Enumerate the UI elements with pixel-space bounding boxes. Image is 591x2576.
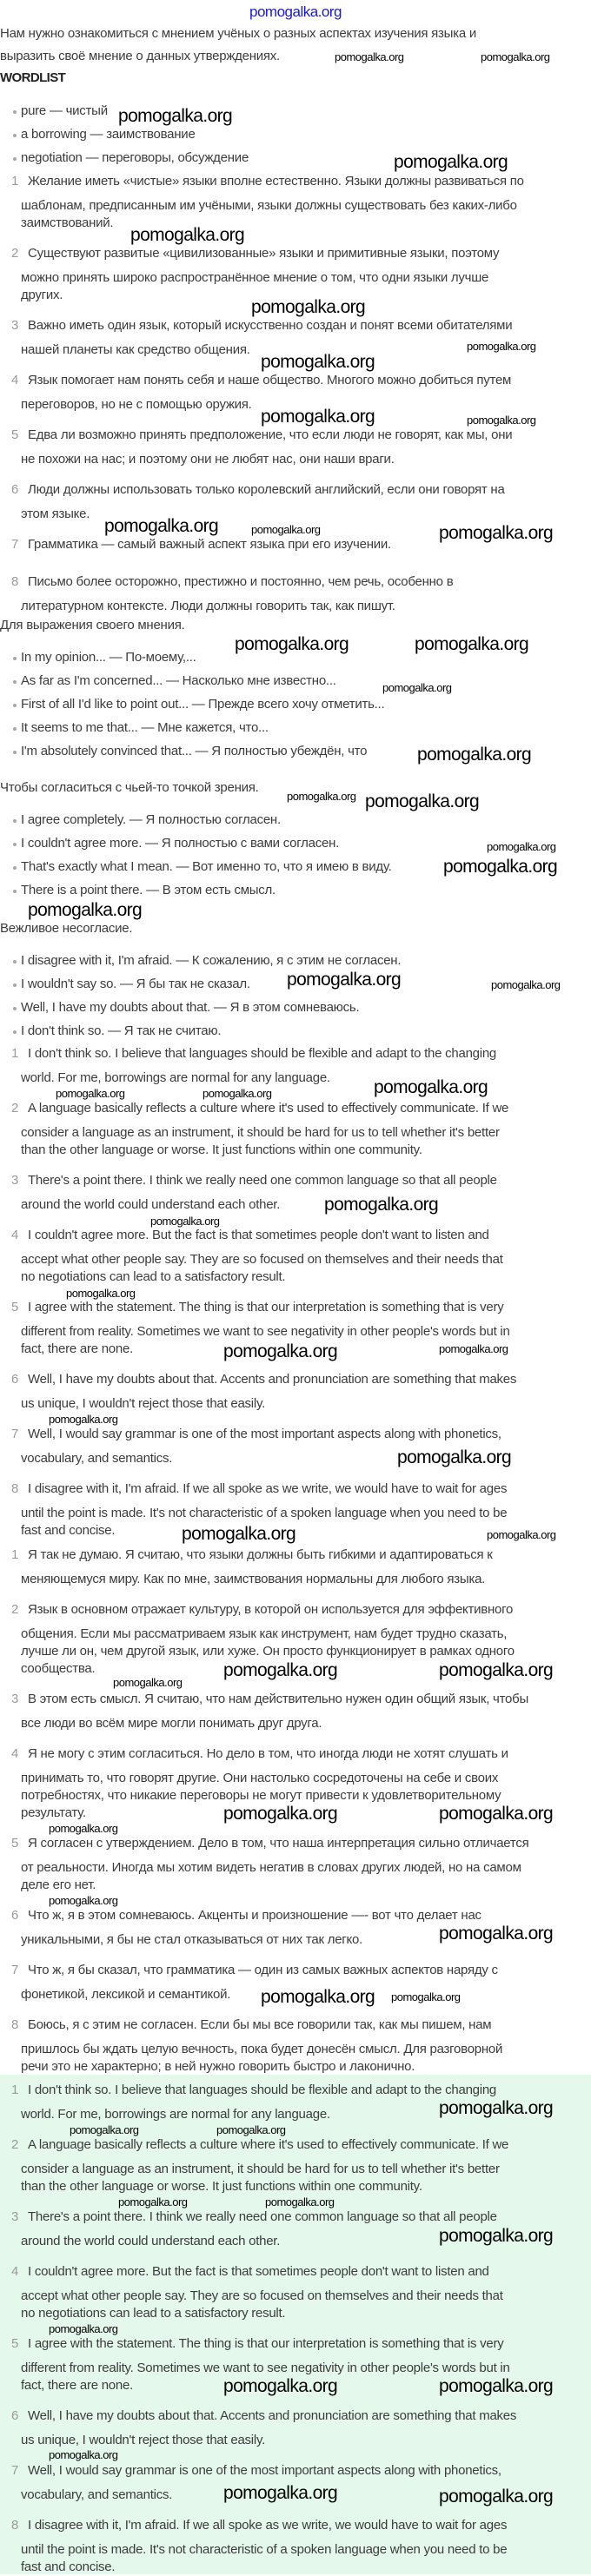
answer-en-line: There's a point there. I think we really need one common language so that all people bbox=[28, 1173, 497, 1188]
watermark-text: pomogalka.org bbox=[182, 1524, 296, 1544]
watermark-text: pomogalka.org bbox=[56, 1087, 125, 1100]
intro-line: выразить своё мнение о данных утверждениях. bbox=[0, 49, 280, 63]
bullet-icon bbox=[13, 866, 17, 870]
highlighted-answer-line: A language basically reflects a culture where it's used to effectively communicate. If we bbox=[28, 2137, 509, 2152]
watermark-text: pomogalka.org bbox=[439, 2226, 554, 2246]
answer-en-line: around the world could understand each other. bbox=[21, 1197, 281, 1212]
watermark-text: pomogalka.org bbox=[223, 1804, 338, 1824]
watermark-text: pomogalka.org bbox=[261, 1987, 375, 2007]
item-number: 4 bbox=[11, 373, 19, 387]
statement-line: Грамматика — самый важный аспект языка при его изучении. bbox=[28, 537, 391, 552]
watermark-text: pomogalka.org bbox=[49, 2322, 118, 2335]
watermark-text: pomogalka.org bbox=[118, 2195, 188, 2208]
item-number: 3 bbox=[11, 1692, 19, 1706]
watermark-text: pomogalka.org bbox=[49, 1822, 118, 1835]
phrase-item: First of all I'd like to point out... — Прежде всего хочу отметить... bbox=[21, 697, 385, 712]
item-number: 7 bbox=[11, 2463, 19, 2478]
watermark-text: pomogalka.org bbox=[324, 1195, 439, 1215]
item-number: 6 bbox=[11, 482, 19, 497]
bullet-icon bbox=[13, 704, 17, 707]
item-number: 8 bbox=[11, 2017, 19, 2032]
watermark-text: pomogalka.org bbox=[374, 1077, 488, 1097]
highlighted-answer-line: world. For me, borrowings are normal for any language. bbox=[21, 2107, 330, 2122]
answer-ru-line: В этом есть смысл. Я считаю, что нам действительно нужен один общий язык, чтобы bbox=[28, 1692, 529, 1706]
item-number: 2 bbox=[11, 1602, 19, 1617]
watermark-text: pomogalka.org bbox=[439, 523, 554, 543]
statement-line: этом языке. bbox=[21, 507, 90, 521]
watermark-text: pomogalka.org bbox=[203, 1087, 272, 1100]
watermark-text: pomogalka.org bbox=[487, 840, 556, 853]
watermark-text: pomogalka.org bbox=[49, 1894, 118, 1907]
item-number: 1 bbox=[11, 1046, 19, 1061]
item-number: 6 bbox=[11, 1372, 19, 1387]
answer-ru-line: сообщества. bbox=[21, 1661, 96, 1676]
bullet-icon bbox=[13, 843, 17, 846]
item-number: 8 bbox=[11, 574, 19, 589]
answer-ru-line: деле его нет. bbox=[21, 1877, 96, 1892]
item-number: 1 bbox=[11, 2083, 19, 2097]
item-number: 5 bbox=[11, 1836, 19, 1851]
answer-en-line: until the point is made. It's not characteristic of a spoken language when you need to be bbox=[21, 1506, 508, 1520]
intro-line: Нам нужно ознакомиться с мнением учёных о разных аспектах изучения языка и bbox=[0, 26, 476, 41]
phrase-item: Well, I have my doubts about that. — Я в этом сомневаюсь. bbox=[21, 1000, 360, 1015]
watermark-text: pomogalka.org bbox=[223, 2483, 338, 2503]
item-number: 8 bbox=[11, 1481, 19, 1496]
phrase-item: I agree completely. — Я полностью согласен. bbox=[21, 812, 281, 827]
phrase-item: I wouldn't say so. — Я бы так не сказал. bbox=[21, 977, 250, 991]
highlighted-answer-line: around the world could understand each other. bbox=[21, 2234, 281, 2248]
watermark-text: pomogalka.org bbox=[261, 352, 375, 372]
watermark-text: pomogalka.org bbox=[28, 900, 143, 920]
statement-line: Существуют развитые «цивилизованные» языки и примитивные языки, поэтому bbox=[28, 246, 500, 261]
bullet-icon bbox=[13, 890, 17, 893]
bullet-icon bbox=[13, 157, 17, 161]
answer-ru-line: Что ж, я в этом сомневаюсь. Акценты и произношение —- вот что делает нас bbox=[28, 1908, 481, 1923]
section-heading: Чтобы согласиться с чьей-то точкой зрения. bbox=[0, 780, 259, 795]
watermark-text: pomogalka.org bbox=[439, 2487, 554, 2506]
item-number: 5 bbox=[11, 1300, 19, 1314]
statement-line: можно принять широко распространённое мнение о том, что одни языки лучше bbox=[21, 270, 489, 285]
item-number: 2 bbox=[11, 1101, 19, 1116]
answer-en-line: fast and concise. bbox=[21, 1523, 116, 1538]
answer-ru-line: Я согласен с утверждением. Дело в том, что наша интерпретация сильно отличается bbox=[28, 1836, 529, 1851]
watermark-text: pomogalka.org bbox=[49, 1413, 118, 1426]
highlighted-answer-line: than the other language or worse. It just functions within one community. bbox=[21, 2179, 422, 2194]
wordlist-item: negotiation — переговоры, обсуждение bbox=[21, 150, 249, 165]
watermark-text: pomogalka.org bbox=[439, 2376, 554, 2396]
watermark-text: pomogalka.org bbox=[130, 225, 245, 245]
item-number: 1 bbox=[11, 1547, 19, 1562]
highlighted-answer-line: no negotiations can lead to a satisfactory result. bbox=[21, 2306, 286, 2321]
watermark-text: pomogalka.org bbox=[391, 1990, 461, 2003]
statement-line: переговоров, но не с помощью оружия. bbox=[21, 397, 252, 412]
answer-ru-line: результату. bbox=[21, 1805, 86, 1820]
watermark-text: pomogalka.org bbox=[251, 523, 321, 536]
highlighted-answer-line: us unique, I wouldn't reject those that easily. bbox=[21, 2433, 266, 2447]
item-number: 5 bbox=[11, 2336, 19, 2351]
watermark-text: pomogalka.org bbox=[417, 745, 532, 765]
watermark-text: pomogalka.org bbox=[223, 1341, 338, 1361]
wordlist-item: pure — чистый bbox=[21, 103, 108, 118]
statement-line: шаблонам, предписанным им учёными, языки должны существовать без каких-либо bbox=[21, 198, 517, 213]
highlighted-answer-line: I couldn't agree more. But the fact is that sometimes people don't want to listen and bbox=[28, 2264, 489, 2279]
statement-line: Желание иметь «чистые» языки вполне естественно. Языки должны развиваться по bbox=[28, 174, 524, 189]
watermark-text: pomogalka.org bbox=[439, 1342, 508, 1355]
highlighted-answer-line: until the point is made. It's not characteristic of a spoken language when you need to be bbox=[21, 2542, 508, 2557]
answer-ru-line: Боюсь, я с этим не согласен. Если бы мы все говорили так, как мы пишем, нам bbox=[28, 2017, 492, 2032]
statement-line: не похожи на нас; и поэтому они не любят нас, они наши враги. bbox=[21, 452, 395, 467]
answer-en-line: I agree with the statement. The thing is that our interpretation is something that is very bbox=[28, 1300, 504, 1314]
highlighted-answer-line: There's a point there. I think we really need one common language so that all people bbox=[28, 2209, 497, 2224]
phrase-item: It seems to me that... — Мне кажется, что... bbox=[21, 720, 269, 735]
answer-ru-line: речи это не характерно; в ней нужно говорить быстро и лаконично. bbox=[21, 2059, 415, 2074]
watermark-text: pomogalka.org bbox=[150, 1215, 220, 1228]
watermark-text: pomogalka.org bbox=[382, 681, 452, 694]
watermark-text: pomogalka.org bbox=[365, 791, 480, 811]
bullet-icon bbox=[13, 751, 17, 754]
answer-en-line: different from reality. Sometimes we want to see negativity in other people's words but in bbox=[21, 1324, 510, 1339]
phrase-item: As far as I'm concerned... — Насколько мне известно... bbox=[21, 673, 336, 688]
statement-line: нашей планеты как средство общения. bbox=[21, 342, 250, 357]
phrase-item: I don't think so. — Я так не считаю. bbox=[21, 1023, 222, 1038]
item-number: 1 bbox=[11, 174, 19, 189]
statement-line: Письмо более осторожно, престижно и постоянно, чем речь, особенно в bbox=[28, 574, 454, 589]
watermark-text: pomogalka.org bbox=[216, 2123, 286, 2136]
item-number: 7 bbox=[11, 1963, 19, 1977]
watermark-text: pomogalka.org bbox=[223, 1660, 338, 1680]
watermark-text: pomogalka.org bbox=[439, 1924, 554, 1944]
watermark-text: pomogalka.org bbox=[491, 978, 561, 991]
watermark-text: pomogalka.org bbox=[439, 1660, 554, 1680]
phrase-item: There is a point there. — В этом есть смысл. bbox=[21, 883, 276, 897]
answer-ru-line: общения. Если мы рассматриваем язык как инструмент, нам будет трудно сказать, bbox=[21, 1626, 508, 1641]
watermark-text: pomogalka.org bbox=[439, 1804, 554, 1824]
watermark-text: pomogalka.org bbox=[467, 414, 536, 427]
answer-ru-line: меняющемуся миру. Как по мне, заимствования нормальны для любого языка. bbox=[21, 1572, 486, 1586]
item-number: 7 bbox=[11, 1427, 19, 1441]
highlighted-answer-line: fast and concise. bbox=[21, 2559, 116, 2574]
section-heading: Вежливое несогласие. bbox=[0, 921, 133, 936]
wordlist-heading: WORDLIST bbox=[0, 70, 66, 85]
answer-en-line: Well, I have my doubts about that. Accents and pronunciation are something that makes bbox=[28, 1372, 517, 1387]
answer-en-line: world. For me, borrowings are normal for any language. bbox=[21, 1070, 330, 1085]
item-number: 5 bbox=[11, 427, 19, 442]
item-number: 2 bbox=[11, 2137, 19, 2152]
phrase-item: I couldn't agree more. — Я полностью с вами согласен. bbox=[21, 836, 340, 851]
watermark-text: pomogalka.org bbox=[66, 1287, 136, 1300]
statement-line: Важно иметь один язык, который искусственно создан и понят всеми обитателями bbox=[28, 318, 513, 333]
highlighted-answer-line: I agree with the statement. The thing is that our interpretation is something that is very bbox=[28, 2336, 504, 2351]
answer-ru-line: Я не могу с этим согласиться. Но дело в том, что иногда люди не хотят слушать и bbox=[28, 1746, 508, 1761]
statement-line: Язык помогает нам понять себя и наше общество. Многого можно добиться путем bbox=[28, 373, 512, 387]
answer-en-line: vocabulary, and semantics. bbox=[21, 1451, 173, 1466]
item-number: 8 bbox=[11, 2518, 19, 2533]
answer-ru-line: пришлось бы ждать целую вечность, пока будет донесён смысл. Для разговорной bbox=[21, 2042, 503, 2056]
item-number: 3 bbox=[11, 318, 19, 333]
item-number: 3 bbox=[11, 2209, 19, 2224]
wordlist-item: a borrowing — заимствование bbox=[21, 127, 196, 142]
answer-en-line: I couldn't agree more. But the fact is that sometimes people don't want to listen and bbox=[28, 1228, 489, 1242]
answer-en-line: A language basically reflects a culture where it's used to effectively communicate. If we bbox=[28, 1101, 509, 1116]
item-number: 6 bbox=[11, 1908, 19, 1923]
highlighted-answer-line: different from reality. Sometimes we want to see negativity in other people's words but in bbox=[21, 2361, 510, 2375]
highlighted-answer-line: fact, there are none. bbox=[21, 2378, 134, 2393]
item-number: 7 bbox=[11, 537, 19, 552]
phrase-item: I'm absolutely convinced that... — Я полностью убеждён, что bbox=[21, 744, 368, 758]
answer-en-line: no negotiations can lead to a satisfactory result. bbox=[21, 1269, 286, 1284]
answer-en-line: consider a language as an instrument, it should be hard for us to tell whether it's better bbox=[21, 1125, 500, 1140]
answer-en-line: I don't think so. I believe that languages should be flexible and adapt to the changing bbox=[28, 1046, 497, 1061]
watermark-text: pomogalka.org bbox=[251, 297, 366, 317]
section-heading: Для выражения своего мнения. bbox=[0, 618, 185, 632]
item-number: 2 bbox=[11, 246, 19, 261]
watermark-text: pomogalka.org bbox=[118, 106, 233, 126]
bullet-icon bbox=[13, 657, 17, 660]
answer-ru-line: все люди во всём мире могли понимать друг друга. bbox=[21, 1716, 322, 1731]
watermark-text: pomogalka.org bbox=[287, 970, 402, 990]
answer-ru-line: принимать то, что говорят другие. Они настолько сосредоточены на себе и своих bbox=[21, 1771, 499, 1785]
answer-en-line: I disagree with it, I'm afraid. If we all spoke as we write, we would have to wait for ages bbox=[28, 1481, 508, 1496]
highlighted-answer-line: I don't think so. I believe that languages should be flexible and adapt to the changing bbox=[28, 2083, 497, 2097]
answer-ru-line: уникальными, я бы не стал отказываться от них так легко. bbox=[21, 1932, 362, 1947]
answer-en-line: Well, I would say grammar is one of the most important aspects along with phonetics, bbox=[28, 1427, 501, 1441]
watermark-text: pomogalka.org bbox=[49, 2448, 118, 2461]
watermark-text: pomogalka.org bbox=[481, 50, 550, 63]
answer-ru-line: Язык в основном отражает культуру, в которой он используется для эффективного bbox=[28, 1602, 514, 1617]
bullet-icon bbox=[13, 983, 17, 987]
bullet-icon bbox=[13, 1030, 17, 1034]
bullet-icon bbox=[13, 110, 17, 114]
bullet-icon bbox=[13, 727, 17, 731]
answer-en-line: us unique, I wouldn't reject those that easily. bbox=[21, 1396, 266, 1411]
watermark-text: pomogalka.org bbox=[261, 407, 375, 427]
watermark-text: pomogalka.org bbox=[70, 2123, 139, 2136]
watermark-text: pomogalka.org bbox=[287, 790, 356, 803]
watermark-text: pomogalka.org bbox=[335, 50, 404, 63]
item-number: 4 bbox=[11, 1228, 19, 1242]
answer-ru-line: фонетикой, лексикой и семантикой. bbox=[21, 1987, 231, 2002]
watermark-text: pomogalka.org bbox=[439, 2098, 554, 2118]
answer-ru-line: потребностях, что никакие переговоры не могут привести к удовлетворительному bbox=[21, 1788, 501, 1803]
item-number: 3 bbox=[11, 1173, 19, 1188]
site-logo: pomogalka.org bbox=[249, 3, 342, 20]
bullet-icon bbox=[13, 134, 17, 137]
watermark-text: pomogalka.org bbox=[265, 2195, 335, 2208]
answer-ru-line: лучше ли он, чем другой язык, или хуже. Он просто функционирует в рамках одного bbox=[21, 1644, 515, 1659]
statement-line: Люди должны использовать только королевский английский, если они говорят на bbox=[28, 482, 505, 497]
answer-ru-line: от реальности. Иногда мы хотим видеть негатив в словах других людей, но на самом bbox=[21, 1860, 521, 1875]
watermark-text: pomogalka.org bbox=[235, 634, 349, 654]
phrase-item: I disagree with it, I'm afraid. — К сожалению, я с этим не согласен. bbox=[21, 953, 402, 968]
watermark-text: pomogalka.org bbox=[223, 2376, 338, 2396]
statement-line: Едва ли возможно принять предположение, что если люди не говорят, как мы, они bbox=[28, 427, 513, 442]
answer-en-line: fact, there are none. bbox=[21, 1341, 134, 1356]
highlighted-answer-line: I disagree with it, I'm afraid. If we all spoke as we write, we would have to wait for ages bbox=[28, 2518, 508, 2533]
statement-line: заимствований. bbox=[21, 215, 114, 230]
bullet-icon bbox=[13, 960, 17, 964]
answer-ru-line: Что ж, я бы сказал, что грамматика — один из самых важных аспектов наряду с bbox=[28, 1963, 498, 1977]
item-number: 4 bbox=[11, 1746, 19, 1761]
statement-line: других. bbox=[21, 288, 63, 302]
phrase-item: That's exactly what I mean. — Вот именно то, что я имею в виду. bbox=[21, 859, 392, 874]
answer-en-line: than the other language or worse. It just functions within one community. bbox=[21, 1142, 422, 1157]
highlighted-answer-line: consider a language as an instrument, it should be hard for us to tell whether it's better bbox=[21, 2162, 500, 2176]
answer-ru-line: Я так не думаю. Я считаю, что языки должны быть гибкими и адаптироваться к bbox=[28, 1547, 493, 1562]
watermark-text: pomogalka.org bbox=[415, 634, 529, 654]
highlighted-answer-line: vocabulary, and semantics. bbox=[21, 2487, 173, 2502]
highlighted-answer-line: accept what other people say. They are so focused on themselves and their needs that bbox=[21, 2288, 503, 2303]
watermark-text: pomogalka.org bbox=[394, 152, 508, 172]
statement-line: литературном контексте. Люди должны говорить так, как пишут. bbox=[21, 599, 395, 613]
highlighted-answer-line: Well, I would say grammar is one of the most important aspects along with phonetics, bbox=[28, 2463, 501, 2478]
watermark-text: pomogalka.org bbox=[467, 340, 536, 353]
bullet-icon bbox=[13, 680, 17, 684]
phrase-item: In my opinion... — По-моему,... bbox=[21, 650, 196, 665]
highlighted-answer-line: Well, I have my doubts about that. Accents and pronunciation are something that makes bbox=[28, 2408, 517, 2423]
watermark-text: pomogalka.org bbox=[397, 1447, 512, 1467]
answer-en-line: accept what other people say. They are so focused on themselves and their needs that bbox=[21, 1252, 503, 1267]
item-number: 4 bbox=[11, 2264, 19, 2279]
item-number: 6 bbox=[11, 2408, 19, 2423]
watermark-text: pomogalka.org bbox=[487, 1528, 556, 1541]
bullet-icon bbox=[13, 819, 17, 823]
bullet-icon bbox=[13, 1007, 17, 1010]
watermark-text: pomogalka.org bbox=[443, 857, 558, 877]
watermark-text: pomogalka.org bbox=[113, 1676, 183, 1689]
watermark-text: pomogalka.org bbox=[104, 516, 219, 536]
